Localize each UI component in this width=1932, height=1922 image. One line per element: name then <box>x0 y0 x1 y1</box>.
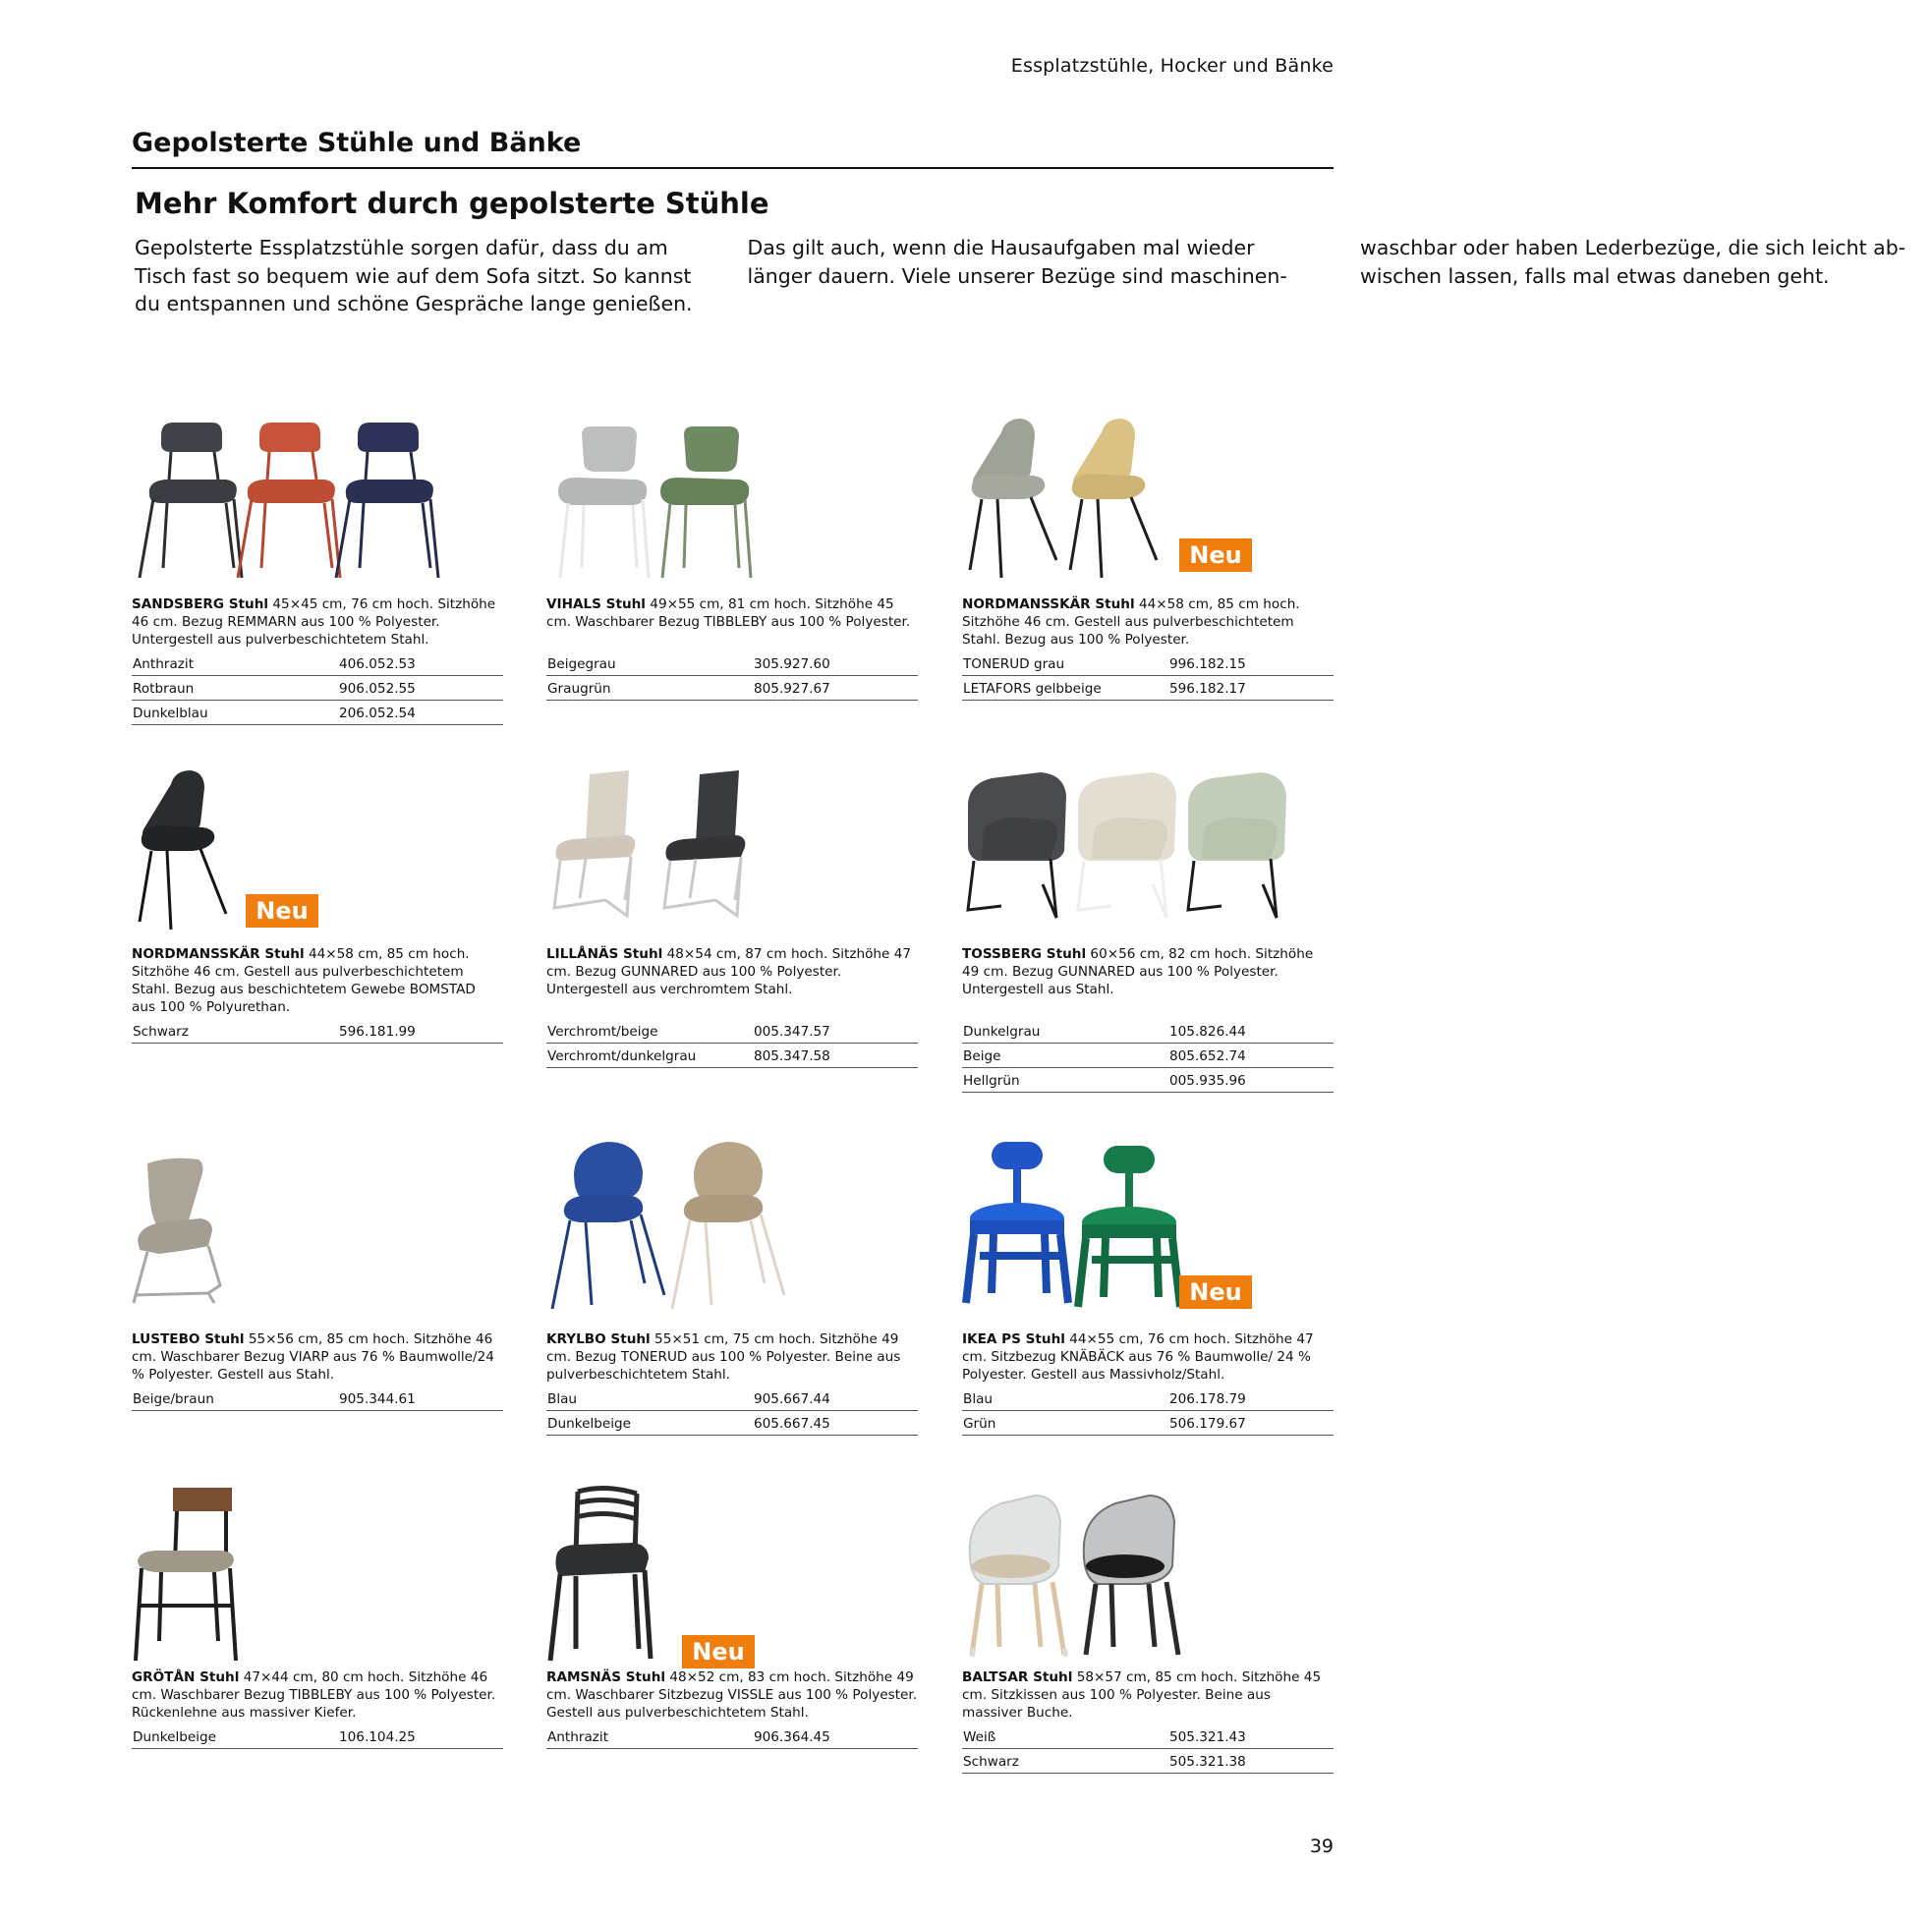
chair-illustration <box>546 1136 918 1311</box>
article-number: 805.347.58 <box>754 1048 830 1064</box>
product-lustebo[interactable] <box>132 1148 503 1411</box>
product-lillanas[interactable] <box>546 763 918 1068</box>
product-details: 49×55 cm, 81 cm hoch. Sitzhöhe 45 cm. Waschbarer Bezug TIBBLEBY aus 100 % Polyester. <box>546 596 911 630</box>
product-description <box>962 1330 1334 1385</box>
variant-list <box>132 650 503 725</box>
product-details: 44×55 cm, 76 cm hoch. Sitzhöhe 47 cm. Sitzbezug KNÄBÄCK aus 76 % Baumwolle/ 24 % Polyester. Gestell aus Massivholz/Stahl. <box>962 1331 1314 1383</box>
variant-color: Dunkelblau <box>133 706 208 721</box>
variant-list <box>132 1385 503 1411</box>
product-description <box>132 1330 503 1385</box>
page-title: Gepolsterte Stühle und Bänke <box>132 128 582 158</box>
product-sandsberg[interactable] <box>132 413 503 725</box>
product-description <box>132 595 503 650</box>
variant-color: Verchromt/dunkelgrau <box>547 1048 697 1064</box>
article-number: 005.935.96 <box>1169 1073 1246 1089</box>
product-name: BALTSAR Stuhl <box>962 1669 1073 1685</box>
variant-color: Blau <box>963 1391 994 1407</box>
article-number: 206.052.54 <box>339 706 416 721</box>
intro-text: Gepolsterte Essplatzstühle sorgen dafür, dass du am Tisch fast so bequem wie auf dem Sofa sitzt. So kannst du entspannen und schöne Gespräche lange genießen. Das gilt auch, wenn die Hausaufgaben mal wieder länger dauern. Viele unserer Bezüge sind maschinenwaschbar oder haben Lederbezüge, die sich leicht abwischen lassen, falls mal etwas daneben geht. <box>135 236 1906 315</box>
article-number: 906.052.55 <box>339 681 416 697</box>
product-name: NORDMANSSKÄR Stuhl <box>132 946 305 962</box>
product-description <box>132 945 503 1018</box>
subheading: Mehr Komfort durch gepolsterte Stühle <box>135 187 769 220</box>
product-image <box>962 763 1334 937</box>
variant-row[interactable] <box>546 1019 918 1044</box>
product-nordmansskar-fabric[interactable] <box>962 413 1334 701</box>
product-ramsnas[interactable] <box>546 1486 918 1749</box>
variant-list <box>546 1018 918 1068</box>
chair-illustration <box>962 1136 1334 1311</box>
variant-color: Dunkelbeige <box>133 1729 216 1745</box>
variant-row[interactable] <box>546 1724 918 1749</box>
article-number: 406.052.53 <box>339 656 416 672</box>
variant-row[interactable] <box>132 651 503 676</box>
product-image <box>962 1136 1334 1311</box>
product-name: LUSTEBO Stuhl <box>132 1331 245 1347</box>
variant-row[interactable] <box>962 1386 1334 1411</box>
variant-row[interactable] <box>546 651 918 676</box>
variant-row[interactable] <box>962 1044 1334 1068</box>
chair-illustration <box>546 413 918 588</box>
title-divider <box>132 167 1334 169</box>
product-description <box>962 595 1334 650</box>
variant-color: Beigegrau <box>547 656 616 672</box>
product-details: 48×52 cm, 83 cm hoch. Sitzhöhe 49 cm. Waschbarer Sitzbezug VISSLE aus 100 % Polyester. Gestell aus pulverbeschichtetem Stahl. <box>546 1669 918 1721</box>
variant-row[interactable] <box>132 1386 503 1411</box>
product-image <box>962 413 1334 588</box>
product-nordmansskar-black[interactable] <box>132 763 503 1044</box>
chair-illustration <box>132 413 503 588</box>
product-image <box>132 413 503 588</box>
variant-list <box>962 1385 1334 1436</box>
variant-color: Anthrazit <box>133 656 195 672</box>
variant-color: Verchromt/beige <box>547 1024 658 1040</box>
variant-list <box>962 650 1334 701</box>
variant-row[interactable] <box>132 1724 503 1749</box>
product-details: 55×51 cm, 75 cm hoch. Sitzhöhe 49 cm. Bezug TONERUD aus 100 % Polyester. Beine aus pulverbeschichtetem Stahl. <box>546 1331 901 1383</box>
product-krylbo[interactable] <box>546 1136 918 1436</box>
product-description <box>962 945 1334 1018</box>
variant-row[interactable] <box>132 1019 503 1044</box>
product-baltsar[interactable] <box>962 1486 1334 1774</box>
article-number: 596.181.99 <box>339 1024 416 1040</box>
variant-row[interactable] <box>962 651 1334 676</box>
article-number: 905.667.44 <box>754 1391 830 1407</box>
product-details: 48×54 cm, 87 cm hoch. Sitzhöhe 47 cm. Bezug GUNNARED aus 100 % Polyester. Untergestell aus verchromtem Stahl. <box>546 946 912 997</box>
variant-row[interactable] <box>962 1411 1334 1436</box>
variant-color: Dunkelgrau <box>963 1024 1041 1040</box>
product-tossberg[interactable] <box>962 763 1334 1093</box>
variant-row[interactable] <box>546 1386 918 1411</box>
chair-illustration <box>962 413 1334 588</box>
product-description <box>962 1668 1334 1724</box>
product-description <box>132 1668 503 1724</box>
chair-illustration <box>962 763 1334 937</box>
product-name: NORDMANSSKÄR Stuhl <box>962 596 1135 612</box>
article-number: 206.178.79 <box>1169 1391 1246 1407</box>
variant-list <box>962 1724 1334 1774</box>
product-image <box>546 413 918 588</box>
variant-list <box>132 1724 503 1749</box>
page-number: 39 <box>1309 1836 1334 1857</box>
chair-illustration <box>132 1148 503 1323</box>
article-number: 506.179.67 <box>1169 1416 1246 1432</box>
product-name: IKEA PS Stuhl <box>962 1331 1065 1347</box>
variant-list <box>132 1018 503 1044</box>
product-description <box>546 1330 918 1385</box>
new-badge: Neu <box>246 894 318 928</box>
product-details: 44×58 cm, 85 cm hoch. Sitzhöhe 46 cm. Gestell aus pulverbeschichtetem Stahl. Bezug aus 100 % Polyester. <box>962 596 1300 648</box>
variant-color: Anthrazit <box>547 1729 609 1745</box>
product-name: SANDSBERG Stuhl <box>132 596 269 612</box>
variant-color: Schwarz <box>963 1754 1019 1770</box>
article-number: 605.667.45 <box>754 1416 830 1432</box>
article-number: 505.321.38 <box>1169 1754 1246 1770</box>
variant-list <box>962 1018 1334 1093</box>
chair-illustration <box>132 1486 503 1661</box>
variant-color: Beige <box>963 1048 1001 1064</box>
product-grotan[interactable] <box>132 1486 503 1749</box>
product-details: 60×56 cm, 82 cm hoch. Sitzhöhe 49 cm. Bezug GUNNARED aus 100 % Polyester. Untergestell aus Stahl. <box>962 946 1314 997</box>
new-badge: Neu <box>1179 1275 1252 1309</box>
product-image <box>546 1486 918 1666</box>
product-name: GRÖTÅN Stuhl <box>132 1669 240 1685</box>
product-image <box>546 1136 918 1311</box>
product-name: TOSSBERG Stuhl <box>962 946 1087 962</box>
product-image <box>962 1486 1334 1661</box>
variant-row[interactable] <box>962 1019 1334 1044</box>
chair-illustration <box>962 1486 1334 1661</box>
product-image <box>132 1486 503 1661</box>
product-details: 55×56 cm, 85 cm hoch. Sitzhöhe 46 cm. Waschbarer Bezug VIARP aus 76 % Baumwolle/24 % Polyester. Gestell aus Stahl. <box>132 1331 494 1383</box>
article-number: 105.826.44 <box>1169 1024 1246 1040</box>
product-name: LILLÅNÄS Stuhl <box>546 946 663 962</box>
variant-color: Dunkelbeige <box>547 1416 631 1432</box>
article-number: 906.364.45 <box>754 1729 830 1745</box>
product-image <box>132 763 503 937</box>
variant-row[interactable] <box>962 676 1334 701</box>
product-details: 45×45 cm, 76 cm hoch. Sitzhöhe 46 cm. Bezug REMMARN aus 100 % Polyester. Untergestell aus pulverbeschichtetem Stahl. <box>132 596 496 648</box>
section-header: Essplatzstühle, Hocker und Bänke <box>1010 55 1334 77</box>
variant-color: Blau <box>547 1391 578 1407</box>
new-badge: Neu <box>682 1635 755 1668</box>
article-number: 106.104.25 <box>339 1729 416 1745</box>
product-name: KRYLBO Stuhl <box>546 1331 651 1347</box>
article-number: 596.182.17 <box>1169 681 1246 697</box>
article-number: 805.652.74 <box>1169 1048 1246 1064</box>
product-vihals[interactable] <box>546 413 918 701</box>
product-image <box>546 763 918 937</box>
variant-row[interactable] <box>962 1068 1334 1093</box>
article-number: 505.321.43 <box>1169 1729 1246 1745</box>
variant-color: Beige/braun <box>133 1391 214 1407</box>
variant-color: LETAFORS gelbbeige <box>963 681 1102 697</box>
variant-color: Weiß <box>963 1729 996 1745</box>
product-details: 58×57 cm, 85 cm hoch. Sitzhöhe 45 cm. Sitzkissen aus 100 % Polyester. Beine aus massiver Buche. <box>962 1669 1322 1721</box>
variant-list <box>546 1724 918 1749</box>
variant-list <box>546 650 918 701</box>
new-badge: Neu <box>1179 538 1252 572</box>
product-name: RAMSNÄS Stuhl <box>546 1669 666 1685</box>
variant-color: Grün <box>963 1416 996 1432</box>
variant-row[interactable] <box>546 676 918 701</box>
article-number: 305.927.60 <box>754 656 830 672</box>
product-description <box>546 595 918 650</box>
variant-color: Hellgrün <box>963 1073 1020 1089</box>
variant-row[interactable] <box>132 676 503 701</box>
variant-color: Graugrün <box>547 681 611 697</box>
article-number: 905.344.61 <box>339 1391 416 1407</box>
variant-list <box>546 1385 918 1436</box>
article-number: 805.927.67 <box>754 681 830 697</box>
variant-row[interactable] <box>132 701 503 725</box>
product-details: 47×44 cm, 80 cm hoch. Sitzhöhe 46 cm. Waschbarer Bezug TIBBLEBY aus 100 % Polyester. Rückenlehne aus massiver Kiefer. <box>132 1669 496 1721</box>
article-number: 005.347.57 <box>754 1024 830 1040</box>
variant-row[interactable] <box>546 1044 918 1068</box>
product-image <box>132 1148 503 1323</box>
variant-color: TONERUD grau <box>963 656 1065 672</box>
product-details: 44×58 cm, 85 cm hoch. Sitzhöhe 46 cm. Gestell aus pulverbeschichtetem Stahl. Bezug aus beschichtetem Gewebe BOMSTAD aus 100 % Polyurethan. <box>132 946 476 1015</box>
variant-color: Rotbraun <box>133 681 195 697</box>
product-description <box>546 1668 918 1724</box>
article-number: 996.182.15 <box>1169 656 1246 672</box>
variant-row[interactable] <box>962 1749 1334 1774</box>
variant-color: Schwarz <box>133 1024 189 1040</box>
variant-row[interactable] <box>962 1724 1334 1749</box>
chair-illustration <box>546 763 918 937</box>
product-description <box>546 945 918 1018</box>
product-ikea-ps[interactable] <box>962 1136 1334 1436</box>
variant-row[interactable] <box>546 1411 918 1436</box>
product-name: VIHALS Stuhl <box>546 596 646 612</box>
